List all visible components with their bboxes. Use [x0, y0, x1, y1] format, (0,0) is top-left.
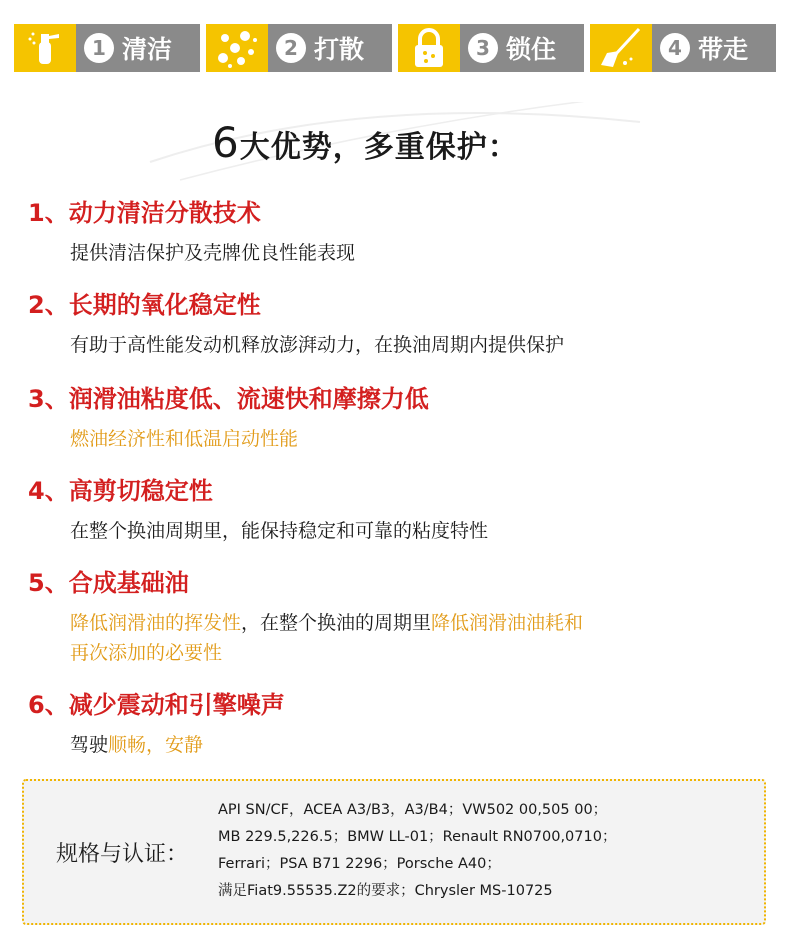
spec-line: Ferrari；PSA B71 2296；Porsche A40；: [218, 856, 501, 872]
step-label-disperse: [268, 24, 392, 72]
desc-highlight: 再次添加的必要性: [70, 642, 223, 664]
page-title: [212, 118, 519, 167]
broom-icon: [590, 24, 652, 72]
advantage-desc: [28, 330, 768, 360]
advantage-item: [28, 196, 768, 268]
step-number: 1: [84, 33, 114, 63]
advantage-title: 6、减少震动和引擎噪声: [28, 691, 285, 719]
step-label-clean: [76, 24, 200, 72]
step-label-remove: [652, 24, 776, 72]
advantage-desc: [28, 424, 768, 454]
advantage-title: 4、高剪切稳定性: [28, 477, 213, 505]
desc-text: 在整个换油周期里，能保持稳定和可靠的粘度特性: [70, 520, 489, 542]
advantage-desc: [28, 608, 768, 668]
desc-highlight: 燃油经济性和低温启动性能: [70, 428, 299, 450]
scatter-dots-icon: [206, 24, 268, 72]
advantages-list: [28, 196, 768, 760]
specifications-label: 规格与认证：: [56, 842, 189, 867]
step-number: 3: [468, 33, 498, 63]
advantage-title: 5、合成基础油: [28, 569, 189, 597]
spec-line: 满足Fiat9.55535.Z2的要求；Chrysler MS-10725: [218, 883, 553, 899]
spec-line: API SN/CF，ACEA A3/B3，A3/B4；VW502 00,505 00；: [218, 802, 608, 818]
desc-text: ，在整个换油的周期里: [241, 612, 432, 634]
advantage-item: [28, 382, 768, 454]
step-lock: [398, 24, 584, 72]
headline-number: 6: [212, 118, 240, 167]
advantage-item: [28, 688, 768, 760]
advantage-desc: [28, 238, 768, 268]
spray-bottle-icon: [14, 24, 76, 72]
step-remove: [590, 24, 776, 72]
headline: [0, 112, 790, 168]
advantage-title: 1、动力清洁分散技术: [28, 199, 261, 227]
advantage-title: 3、润滑油粘度低、流速快和摩擦力低: [28, 385, 429, 413]
specifications-list: [218, 797, 616, 905]
desc-highlight: 降低润滑油油耗和: [431, 612, 584, 634]
headline-text: 大优势，多重保护：: [239, 130, 519, 165]
advantage-title: 2、长期的氧化稳定性: [28, 291, 261, 319]
step-text: 清洁: [122, 35, 173, 64]
process-steps-banner: [14, 24, 762, 72]
advantage-desc: [28, 730, 768, 760]
step-clean: [14, 24, 200, 72]
step-label-lock: [460, 24, 584, 72]
step-text: 打散: [314, 35, 365, 64]
desc-text: 提供清洁保护及壳牌优良性能表现: [70, 242, 356, 264]
step-number: 2: [276, 33, 306, 63]
spec-line: MB 229.5,226.5；BMW LL-01；Renault RN0700,0710；: [218, 829, 617, 845]
desc-highlight: 顺畅，安静: [108, 734, 204, 756]
advantage-desc: [28, 516, 768, 546]
desc-highlight: 降低润滑油的挥发性: [70, 612, 242, 634]
desc-text: 有助于高性能发动机释放澎湃动力，在换油周期内提供保护: [70, 334, 565, 356]
specifications-box: [22, 779, 766, 925]
padlock-icon: [398, 24, 460, 72]
desc-text: 驾驶: [70, 734, 109, 756]
advantage-item: [28, 474, 768, 546]
advantage-item: [28, 288, 768, 360]
step-text: 带走: [698, 35, 749, 64]
step-number: 4: [660, 33, 690, 63]
advantage-item: [28, 566, 768, 668]
step-disperse: [206, 24, 392, 72]
step-text: 锁住: [506, 35, 557, 64]
